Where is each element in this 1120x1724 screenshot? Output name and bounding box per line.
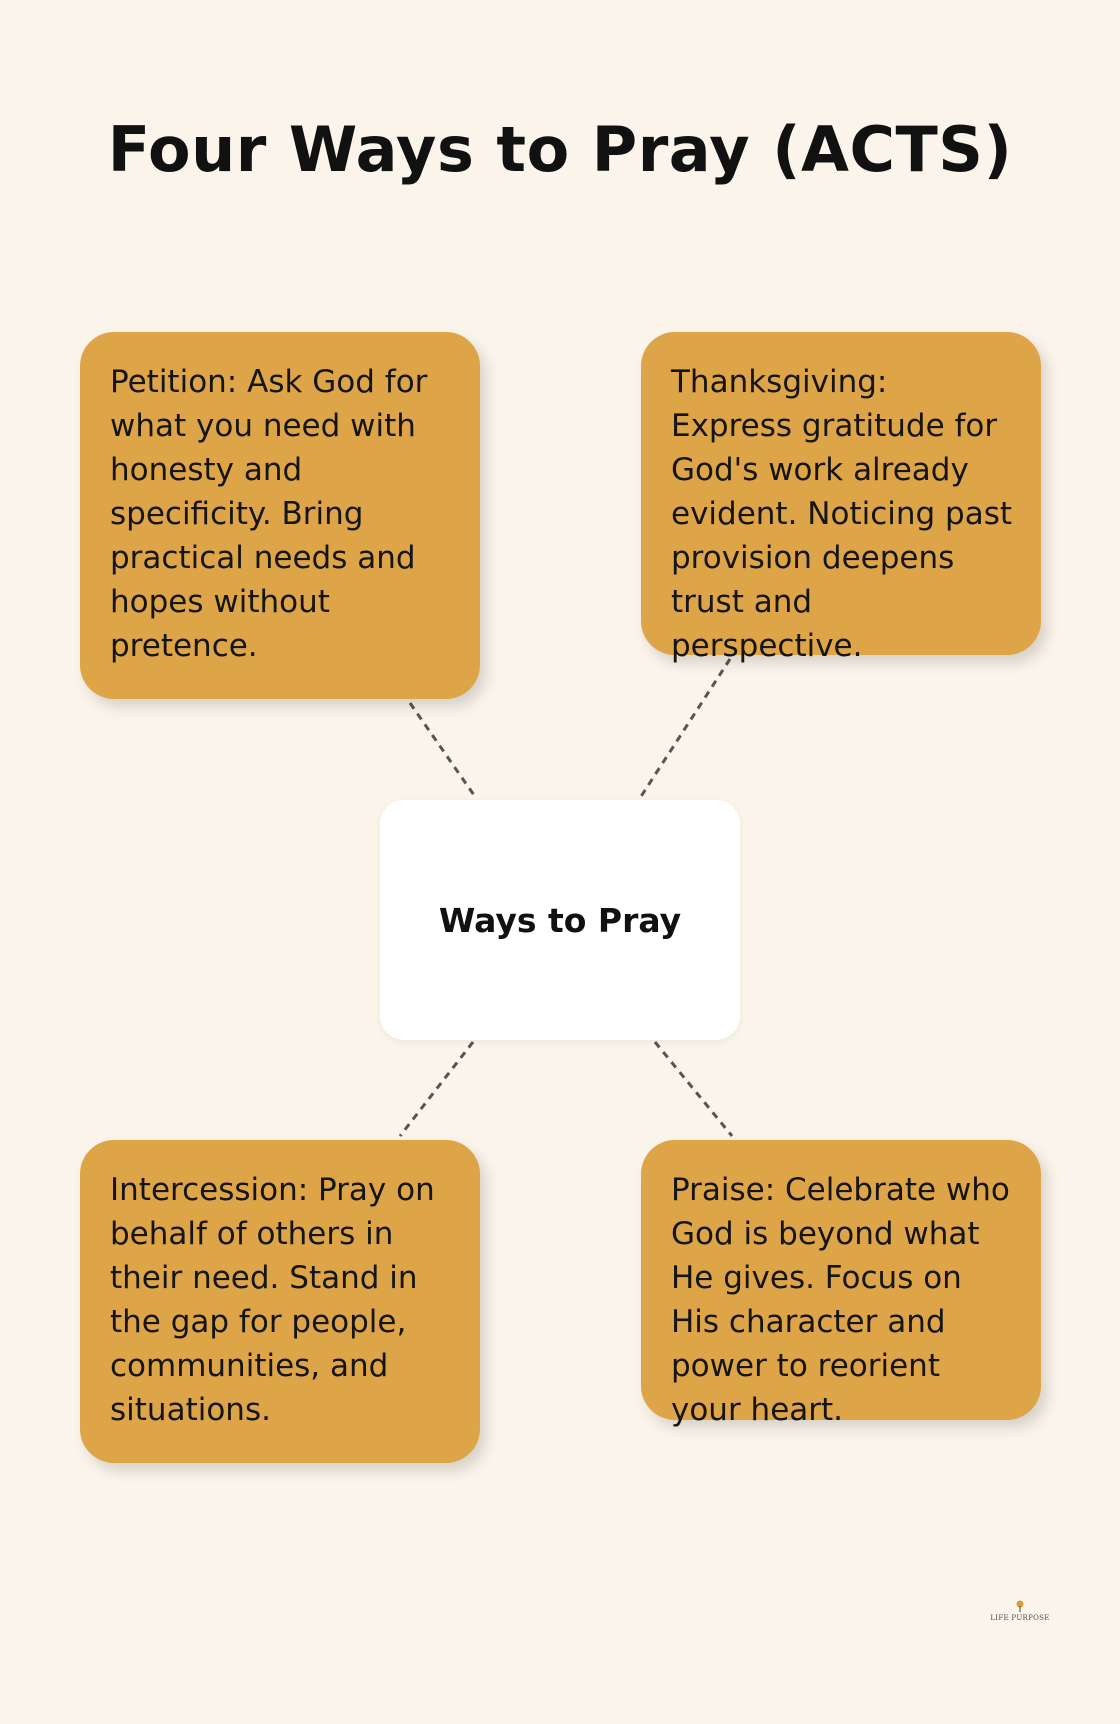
center-label: Ways to Pray [438, 900, 682, 940]
tree-icon [1015, 1600, 1025, 1612]
connector-thanksgiving [640, 659, 730, 798]
node-intercession: Intercession: Pray on behalf of others in their need. Stand in the gap for people, communities, and situations. [80, 1140, 480, 1463]
page-title: Four Ways to Pray (ACTS) [107, 113, 1013, 186]
node-thanksgiving: Thanksgiving: Express gratitude for God's work already evident. Noticing past provision deepens trust and perspective. [641, 332, 1041, 655]
connector-praise [655, 1042, 732, 1136]
node-petition: Petition: Ask God for what you need with honesty and specificity. Bring practical needs and hopes without pretence. [80, 332, 480, 699]
logo-text: LIFE PURPOSE [990, 1614, 1050, 1622]
node-praise: Praise: Celebrate who God is beyond what He gives. Focus on His character and power to reorient your heart. [641, 1140, 1041, 1420]
center-node [380, 800, 740, 1040]
connector-intercession [400, 1042, 473, 1136]
brand-logo [980, 1600, 1060, 1636]
connector-petition [410, 703, 476, 798]
